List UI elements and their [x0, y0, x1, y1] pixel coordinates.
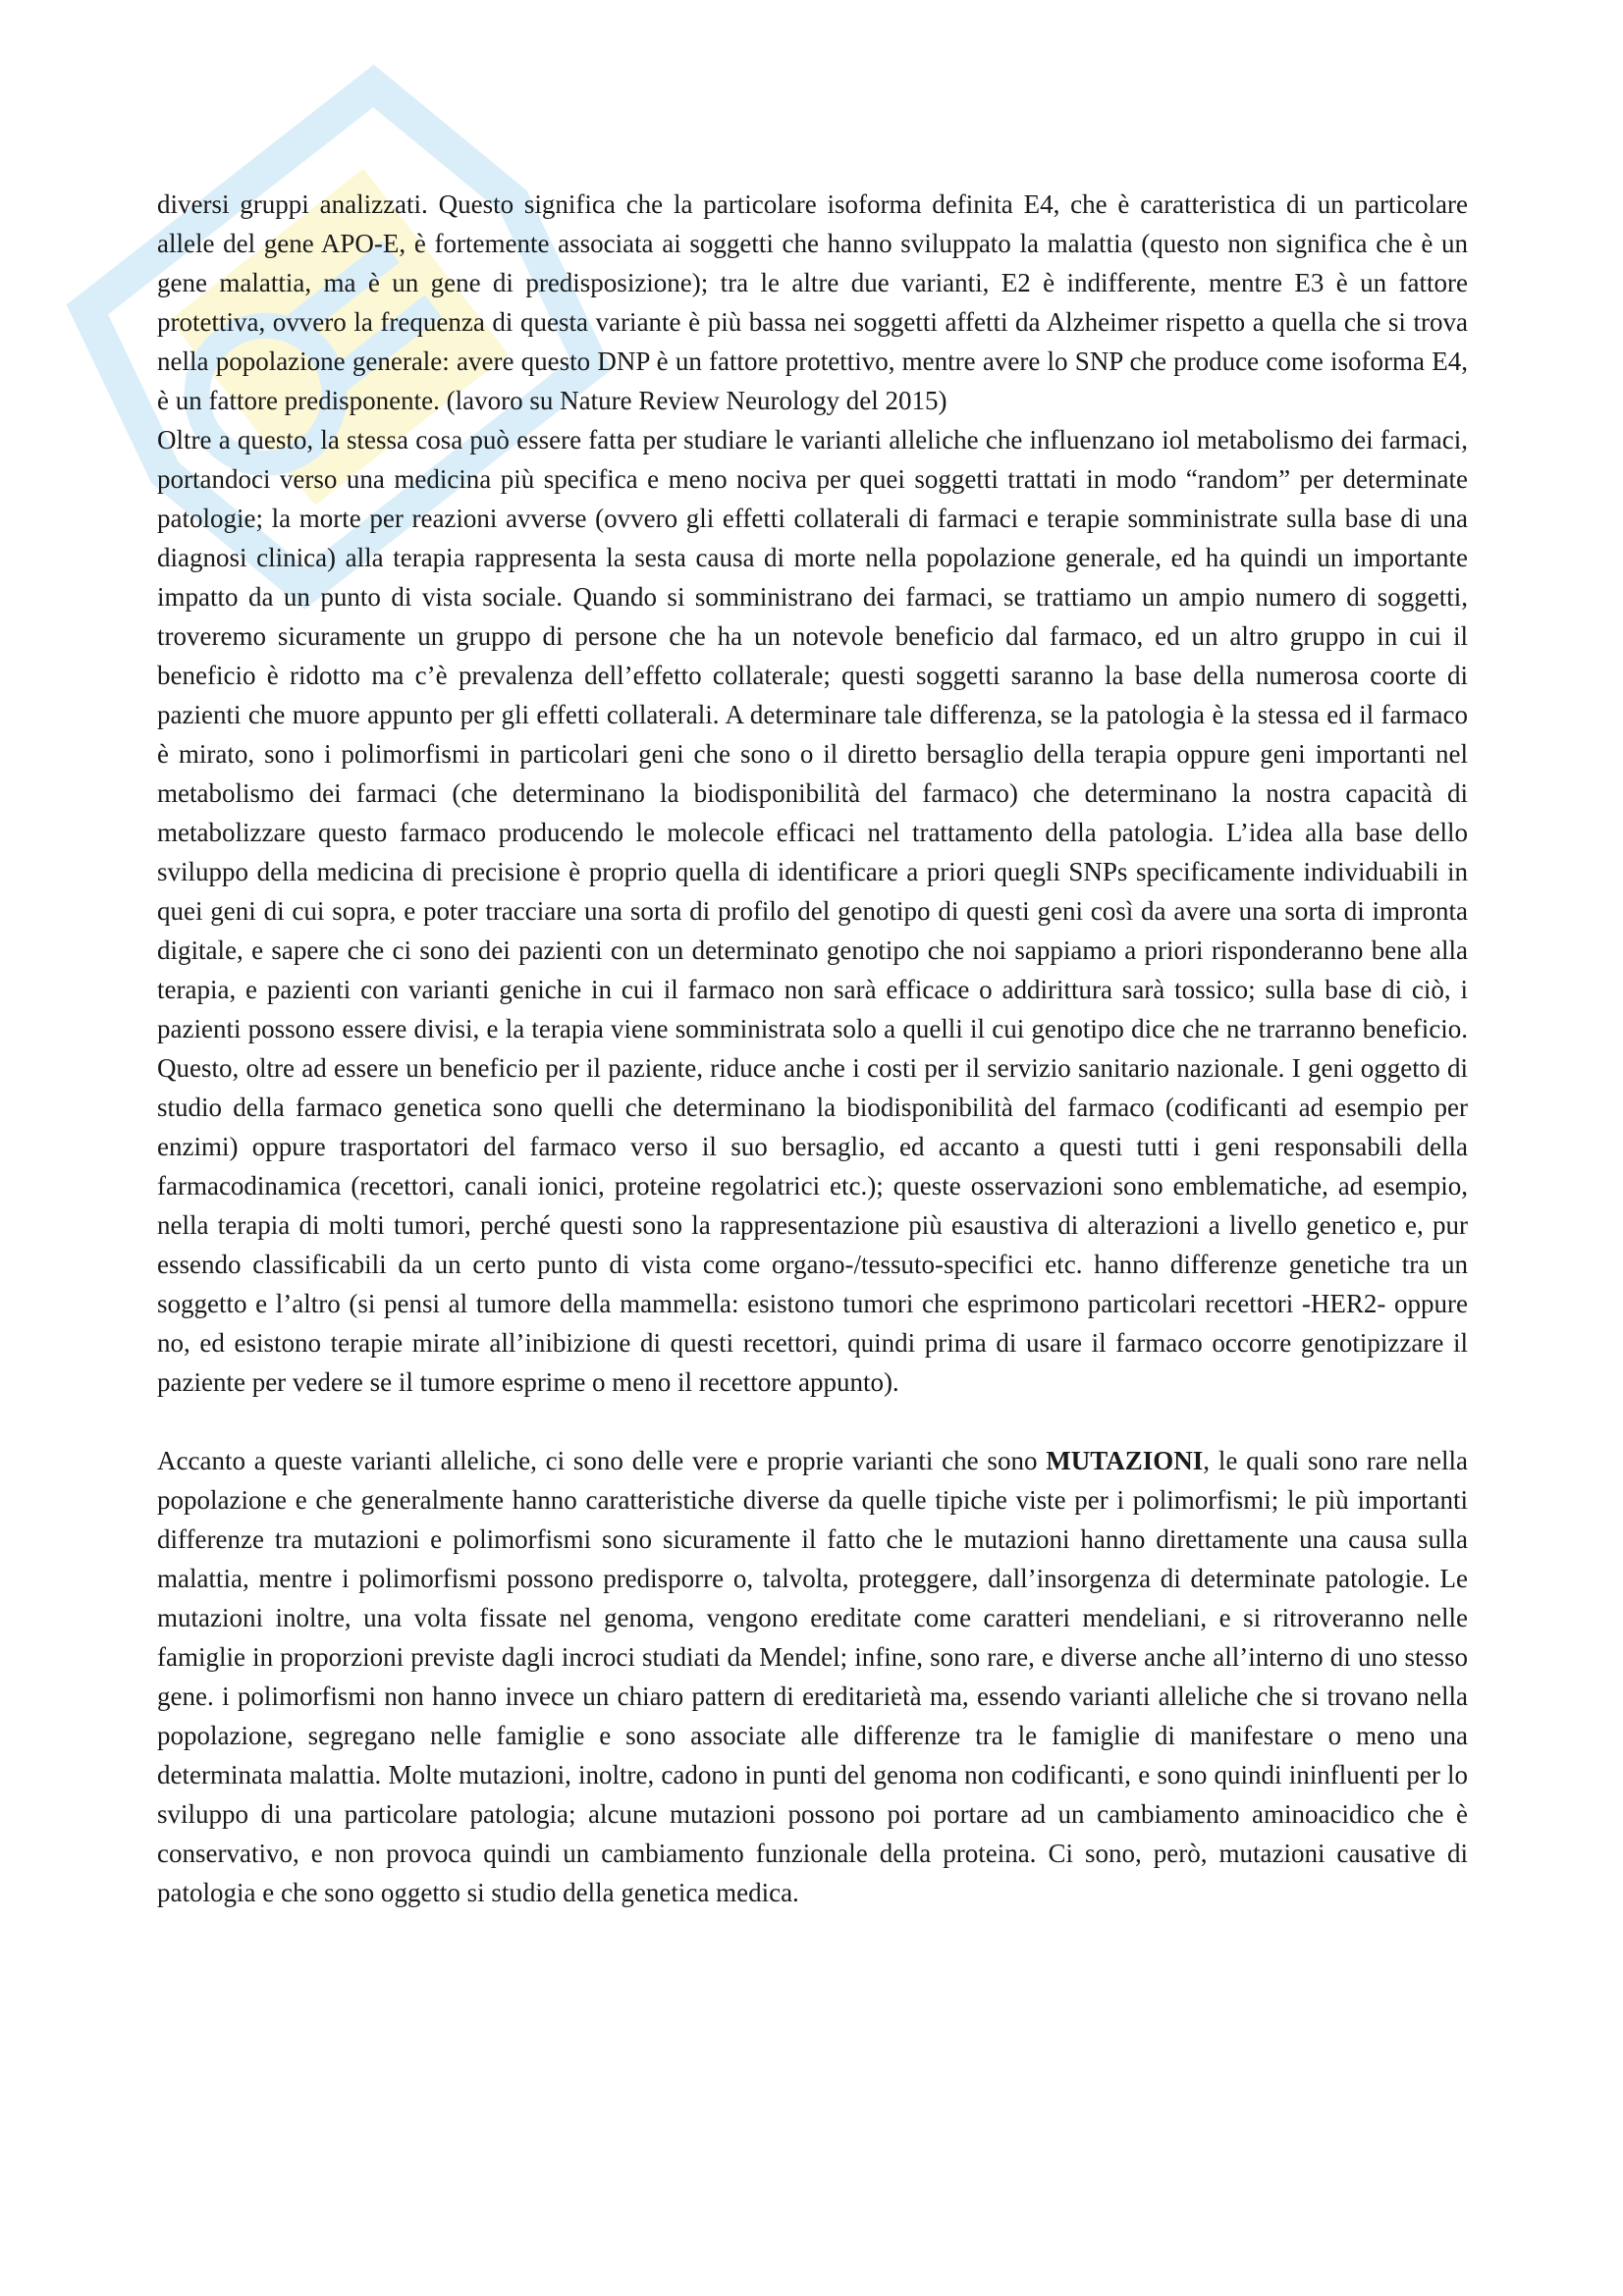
- document-page: [157, 185, 1468, 1912]
- mutations-text-after: , le quali sono rare nella popolazione e che generalmente hanno caratteristiche diverse da quelle tipiche viste per i polimorfismi; le più importanti differenze tra mutazioni e polimorfismi sono sicuramente il fatto che le mutazioni hanno direttamente una causa sulla malattia, mentre i polimorfismi possono predisporre o, talvolta, proteggere, dall’insorgenza di determinate patologie. Le mutazioni inoltre, una volta fissate nel genoma, vengono ereditate come caratteri mendeliani, e si ritroveranno nelle famiglie in proporzioni previste dagli incroci studiati da Mendel; infine, sono rare, e diverse anche all’interno di uno stesso gene. i polimorfismi non hanno invece un chiaro pattern di ereditarietà ma, essendo varianti alleliche che si trovano nella popolazione, segregano nelle famiglie e sono associate alle differenze tra le famiglie di manifestare o meno una determinata malattia. Molte mutazioni, inoltre, cadono in punti del genoma non codificanti, e sono quindi ininfluenti per lo sviluppo di una particolare patologia; alcune mutazioni possono poi portare ad un cambiamento aminoacidico che è conservativo, e non provoca quindi un cambiamento funzionale della proteina. Ci sono, però, mutazioni causative di patologia e che sono oggetto si studio della genetica medica.: [157, 1446, 1468, 1907]
- mutations-heading-term: MUTAZIONI: [1046, 1446, 1204, 1475]
- paragraph-apoe: diversi gruppi analizzati. Questo significa che la particolare isoforma definita E4, che è caratteristica di un particolare allele del gene APO-E, è fortemente associata ai soggetti che hanno sviluppato la malattia (questo non significa che è un gene malattia, ma è un gene di predisposizione); tra le altre due varianti, E2 è indifferente, mentre E3 è un fattore protettiva, ovvero la frequenza di questa variante è più bassa nei soggetti affetti da Alzheimer rispetto a quella che si trova nella popolazione generale: avere questo DNP è un fattore protettivo, mentre avere lo SNP che produce come isoforma E4, è un fattore predisponente. (lavoro su Nature Review Neurology del 2015): [157, 189, 1468, 415]
- paragraph-pharmacogenetics: Oltre a questo, la stessa cosa può essere fatta per studiare le varianti alleliche che influenzano iol metabolismo dei farmaci, portandoci verso una medicina più specifica e meno nociva per quei soggetti trattati in modo “random” per determinate patologie; la morte per reazioni avverse (ovvero gli effetti collaterali di farmaci e terapie somministrate sulla base di una diagnosi clinica) alla terapia rappresenta la sesta causa di morte nella popolazione generale, ed ha quindi un importante impatto da un punto di vista sociale. Quando si somministrano dei farmaci, se trattiamo un ampio numero di soggetti, troveremo sicuramente un gruppo di persone che ha un notevole beneficio dal farmaco, ed un altro gruppo in cui il beneficio è ridotto ma c’è prevalenza dell’effetto collaterale; questi soggetti saranno la base della numerosa coorte di pazienti che muore appunto per gli effetti collaterali. A determinare tale differenza, se la patologia è la stessa ed il farmaco è mirato, sono i polimorfismi in particolari geni che sono o il diretto bersaglio della terapia oppure geni importanti nel metabolismo dei farmaci (che determinano la biodisponibilità del farmaco) che determinano la nostra capacità di metabolizzare questo farmaco producendo le molecole efficaci nel trattamento della patologia. L’idea alla base dello sviluppo della medicina di precisione è proprio quella di identificare a priori quegli SNPs specificamente individuabili in quei geni di cui sopra, e poter tracciare una sorta di profilo del genotipo di questi geni così da avere una sorta di impronta digitale, e sapere che ci sono dei pazienti con un determinato genotipo che noi sappiamo a priori risponderanno bene alla terapia, e pazienti con varianti geniche in cui il farmaco non sarà efficace o addirittura sarà tossico; sulla base di ciò, i pazienti possono essere divisi, e la terapia viene somministrata solo a quelli il cui genotipo dice che ne trarranno beneficio. Questo, oltre ad essere un beneficio per il paziente, riduce anche i costi per il servizio sanitario nazionale. I geni oggetto di studio della farmaco genetica sono quelli che determinano la biodisponibilità del farmaco (codificanti ad esempio per enzimi) oppure trasportatori del farmaco verso il suo bersaglio, ed accanto a questi tutti i geni responsabili della farmacodinamica (recettori, canali ionici, proteine regolatrici etc.); queste osservazioni sono emblematiche, ad esempio, nella terapia di molti tumori, perché questi sono la rappresentazione più esaustiva di alterazioni a livello genetico e, pur essendo classificabili da un certo punto di vista come organo-/tessuto-specifici etc. hanno differenze genetiche tra un soggetto e l’altro (si pensi al tumore della mammella: esistono tumori che esprimono particolari recettori -HER2- oppure no, ed esistono terapie mirate all’inibizione di questi recettori, quindi prima di usare il farmaco occorre genotipizzare il paziente per vedere se il tumore esprime o meno il recettore appunto).: [157, 425, 1468, 1397]
- mutations-text-before: Accanto a queste varianti alleliche, ci sono delle vere e proprie varianti che sono: [157, 1446, 1047, 1475]
- paragraph-mutations: [157, 1441, 1468, 1912]
